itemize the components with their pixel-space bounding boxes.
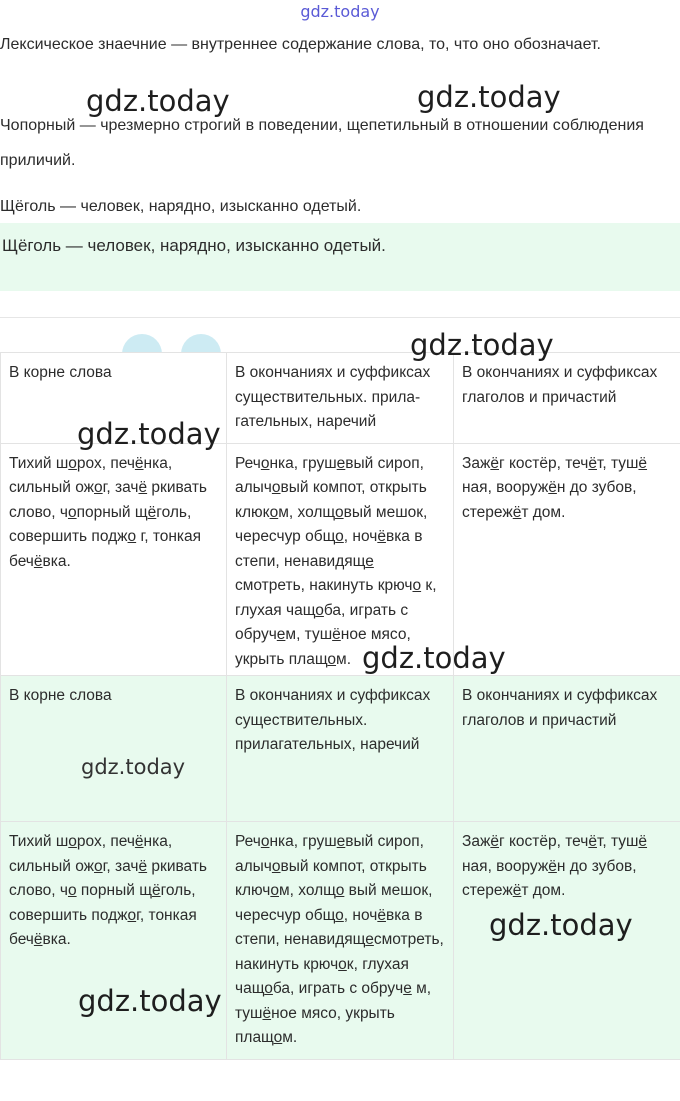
- table-cell-suffix: Речонка, грушевый сироп, алычовый компот, открыть ключом, холщо вый мешок, чересчур общо, ночёвка в степи, ненавидящесмотреть, накинуть крючок, глухая чащоба, играть с обруче м, тушёное мясо, укрыть плащом.: [227, 822, 454, 1060]
- header-cell: В корне слова: [1, 676, 227, 822]
- spelling-table: [0, 352, 680, 681]
- watermark: gdz.today: [489, 908, 633, 942]
- watermark: gdz.today: [362, 641, 506, 675]
- watermark: gdz.today: [78, 984, 222, 1018]
- paragraph-lexical: Лексическое знаечние — внутреннее содержание слова, то, что оно обозначает.: [0, 36, 601, 53]
- paragraph-shchegol: Щёголь — человек, нарядно, изысканно одетый.: [0, 198, 362, 215]
- table-cell-suffix: Речонка, грушевый сироп, алычовый компот, открыть клюком, холщовый мешок, чересчур общо, ночёвка в степи, ненавидяще смотреть, накинуть крючо к, глухая чащоба, играть с обручем, тушёное мясо, укрыть плащом.: [227, 443, 454, 681]
- watermark: gdz.today: [77, 417, 221, 451]
- table-cell-verb: Зажёг костёр, течёт, тушё ная, вооружён до зубов, стережёт дом.: [454, 822, 680, 1060]
- header-cell: В окончаниях и суффиксах существительных. прилагательных, наречий: [227, 676, 454, 822]
- watermark: gdz.today: [410, 328, 554, 362]
- header-cell: В окончаниях и суффиксах глаголов и причастий: [454, 353, 680, 444]
- divider: [0, 317, 680, 318]
- paragraph-choporny: Чопорный — чрезмерно строгий в поведении, щепетильный в отношении соблюдения приличий.: [0, 117, 644, 169]
- watermark: gdz.today: [81, 755, 186, 779]
- watermark: gdz.today: [417, 80, 561, 114]
- table-header-row: [1, 676, 680, 822]
- answer-text: Щёголь — человек, нарядно, изысканно одетый.: [2, 236, 386, 255]
- watermark-top: gdz.today: [300, 2, 380, 21]
- header-cell: В окончаниях и суффиксах существительных. прила-гательных, наречий: [227, 353, 454, 444]
- table-cell-root: Тихий шорох, печёнка, сильный ожог, зачё ркивать слово, чо порный щёголь, совершить поджог, тонкая бечёвка.: [1, 822, 227, 1060]
- table-cell-root: Тихий шорох, печёнка, сильный ожог, зачё ркивать слово, чопорный щёголь, совершить поджо г, тонкая бечёвка.: [1, 443, 227, 681]
- header-cell: В окончаниях и суффиксах глаголов и причастий: [454, 676, 680, 822]
- table-row: [1, 443, 680, 681]
- answer-box: [0, 223, 680, 291]
- table-cell-verb: Зажёг костёр, течёт, тушё ная, вооружён до зубов, стережёт дом.: [454, 443, 680, 681]
- watermark: gdz.today: [86, 84, 230, 118]
- header-cell: В корне слова: [1, 353, 227, 444]
